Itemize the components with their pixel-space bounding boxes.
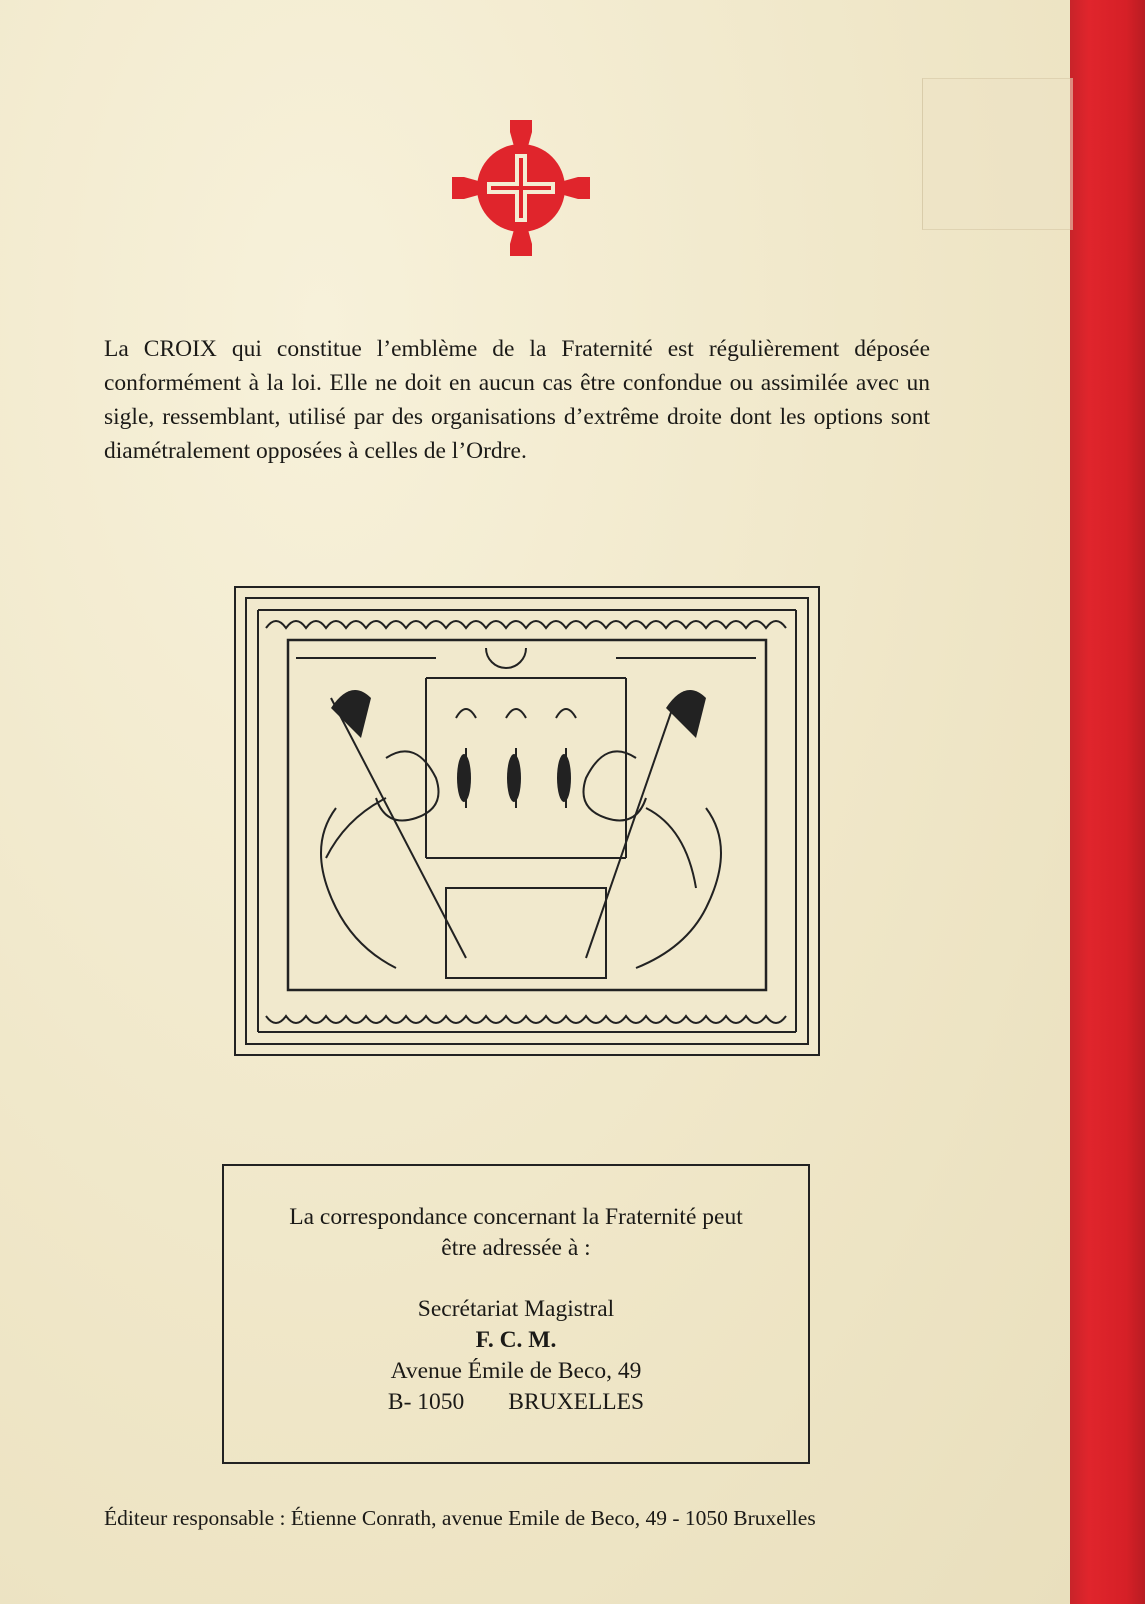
- tape-patch: [922, 78, 1073, 230]
- medieval-engraving-image: [234, 586, 820, 1056]
- recipient-name: Secrétariat Magistral: [417, 1296, 615, 1322]
- street-address: Avenue Émile de Beco, 49: [390, 1358, 642, 1384]
- postcode: B- 1050: [387, 1389, 465, 1415]
- city-line: [224, 1387, 808, 1418]
- city: BRUXELLES: [508, 1389, 645, 1415]
- celtic-cross-icon: [450, 118, 592, 258]
- book-spine: [1070, 0, 1145, 1604]
- organization-acronym: F. C. M.: [475, 1327, 557, 1353]
- correspondence-intro-cont: être adressée à :: [441, 1235, 591, 1261]
- correspondence-intro: La correspondance concernant la Fraternité peut: [289, 1204, 743, 1230]
- correspondence-box: [222, 1164, 810, 1464]
- emblem-notice-paragraph: La CROIX qui constitue l’emblème de la Fraternité est régulièrement déposée conformément à la loi. Elle ne doit en aucun cas être confondue ou assimilée avec un sigle, ressemblant, utilisé par des organisations d’extrême droite dont les options sont diamétralement opposées à celles de l’Ordre.: [104, 336, 930, 464]
- publisher-credit: Éditeur responsable : Étienne Conrath, avenue Emile de Beco, 49 - 1050 Bruxelles: [104, 1506, 816, 1530]
